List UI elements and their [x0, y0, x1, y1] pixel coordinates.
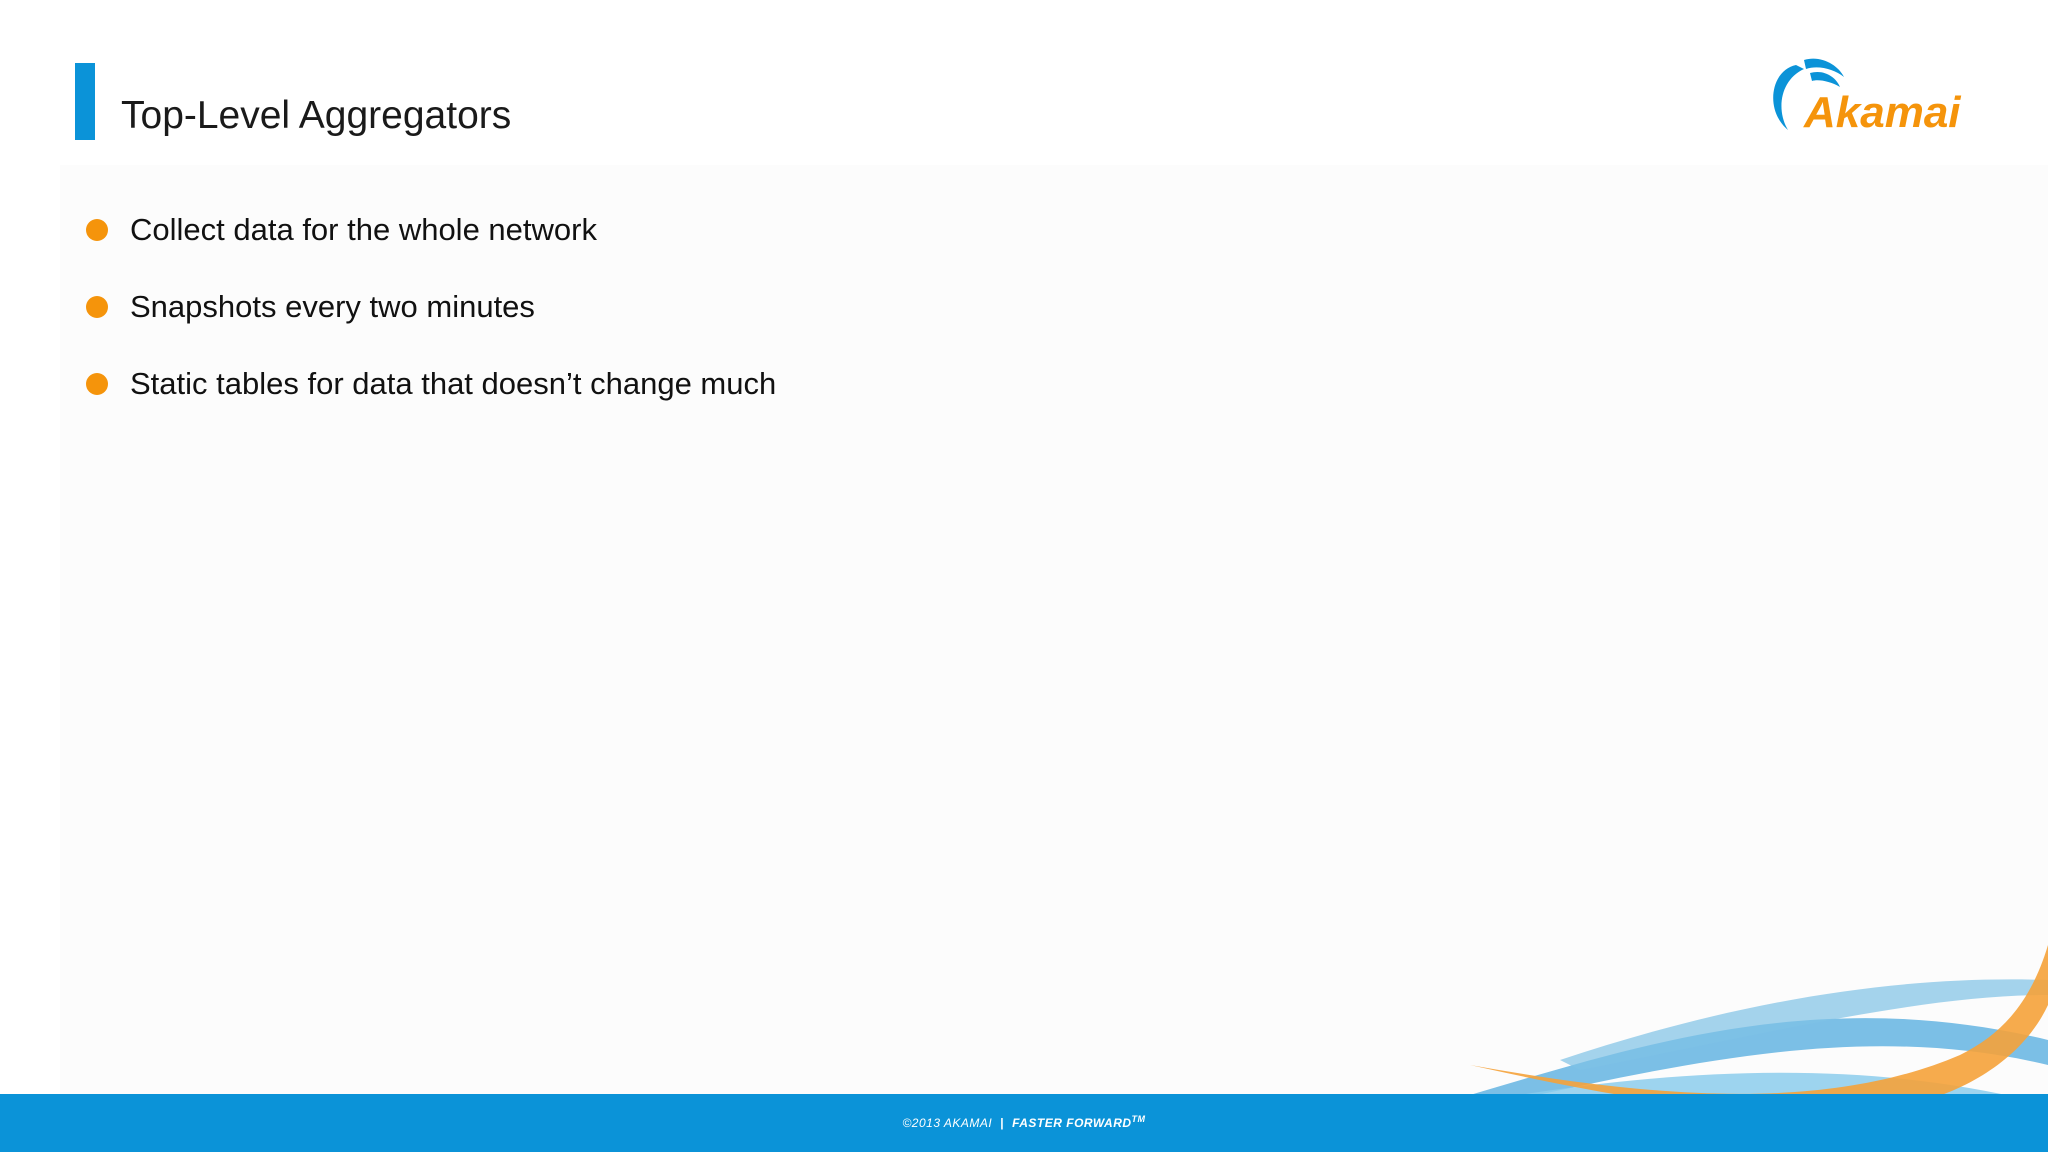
footer-trademark: TM: [1131, 1114, 1146, 1124]
bullet-dot-icon: [86, 373, 108, 395]
list-item: [86, 362, 776, 439]
akamai-logo-text: Akamai: [1804, 88, 1961, 137]
list-item: [86, 285, 776, 362]
akamai-logo: [1766, 55, 1976, 145]
bullet-dot-icon: [86, 219, 108, 241]
bullet-list: [86, 208, 776, 439]
bullet-text: Static tables for data that doesn’t change much: [130, 366, 777, 401]
footer-text: [0, 1114, 2048, 1130]
bullet-text: Collect data for the whole network: [130, 212, 597, 247]
slide-title: Top-Level Aggregators: [121, 94, 512, 137]
footer-tagline: FASTER FORWARD: [1012, 1116, 1132, 1130]
title-accent-bar: [75, 63, 95, 140]
footer-copyright: ©2013 AKAMAI: [902, 1116, 993, 1130]
bullet-text: Snapshots every two minutes: [130, 289, 535, 324]
list-item: [86, 208, 776, 285]
footer-separator: |: [1000, 1116, 1005, 1130]
bullet-dot-icon: [86, 296, 108, 318]
